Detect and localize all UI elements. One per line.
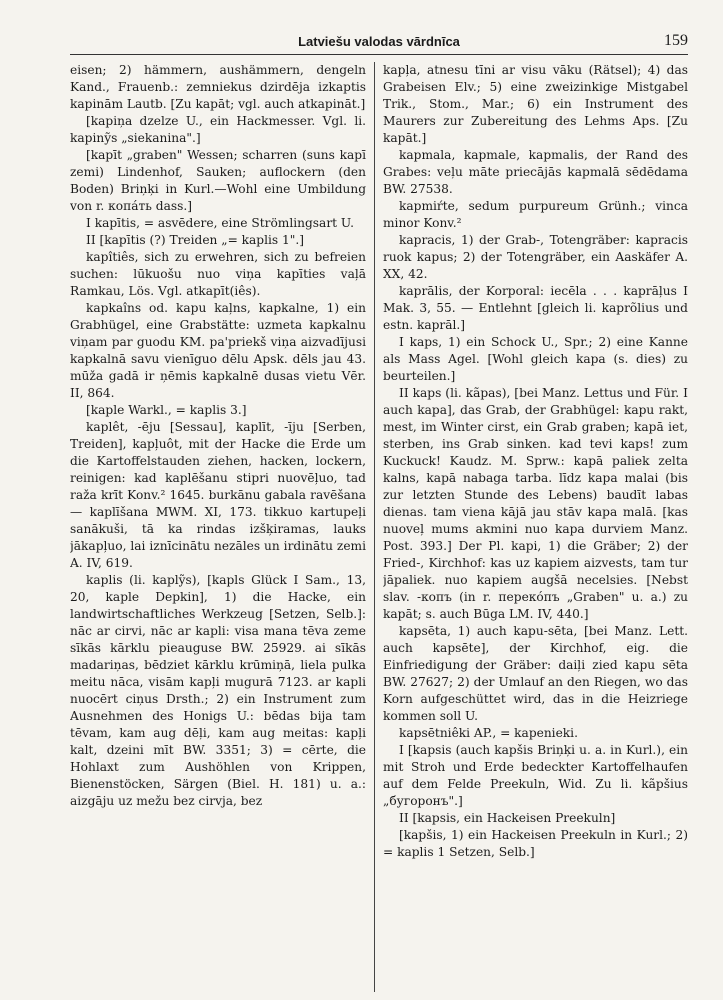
entry: [kapiņa dzelze U., ein Hackmesser. Vgl. li. kapinỹs „siekanina".] [70, 114, 366, 145]
entry: kapîtiês, sich zu erwehren, sich zu befreien suchen: lūkuošu nuo viņa kapīties vaļā Ramkau, Lös. Vgl. atkapīt(iês). [70, 250, 366, 298]
entry: kaprālis, der Korporal: iecēla . . . kaprāļus I Mak. 3, 55. — Entlehnt [gleich li. kaprõlius und estn. kaprāl.] [383, 284, 688, 332]
entry: kapsēta, 1) auch kapu-sēta, [bei Manz. Lett. auch kapsēte], der Kirchhof, eig. die Einfriedigung der Gräber: daiļi zied kapu sēta BW. 27627; 2) der Umlauf an den Riegen, wo das Korn aufgeschüttet wird, das in die Heizriege kommen soll U. [383, 624, 688, 723]
entry: eisen; 2) hämmern, aushämmern, dengeln Kand., Frauenb.: zemniekus dzirdēja izkaptis kapinām Lautb. [Zu kapāt; vgl. auch atkapināt.] [70, 63, 366, 111]
entry: II [kapītis (?) Treiden „= kaplis 1".] [86, 233, 305, 247]
page-number: 159 [664, 32, 688, 49]
entry: II [kapsis, ein Hackeisen Preekuln] [399, 811, 616, 825]
entry: kapļa, atnesu tīni ar visu vāku (Rätsel); 4) das Grabeisen Elv.; 5) eine zweizinkige Mistgabel Trik., Stom., Mar.; 6) ein Instrument des Maurers zur Zubereitung des Lehms Aps. [Zu kapāt.] [383, 63, 688, 145]
entry: [kapšis, 1) ein Hackeisen Preekuln in Kurl.; 2) = kaplis 1 Setzen, Selb.] [383, 828, 688, 859]
entry: I [kapsis (auch kapšis Briņķi u. a. in Kurl.), ein mit Stroh und Erde bedeckter Kartoffelhaufen auf dem Felde Preekuln, Wid. Zu li. kãpšius „бугоронъ".] [383, 743, 688, 808]
entry: kaplêt, -ēju [Sessau], kaplīt, -īju [Serben, Treiden], kapļuôt, mit der Hacke die Erde um die Kartoffelstauden ziehen, hacken, lockern, reinigen: kad kaplēšanu stipri nuovēļuo, tad raža krīt Konv.² 1645. burkānu gabala ravēšana — kaplīšana MWM. XI, 173. tikkuo kartupeļi sanākuši, tā ka rindas izšķiramas, lauks jākapļuo, lai iznīcinātu nezāles un irdinātu zemi A. IV, 619. [70, 420, 366, 570]
entry: kapmiŕte, sedum purpureum Grünh.; vinca minor Konv.² [383, 199, 688, 230]
entry: [kapīt „graben" Wessen; scharren (suns kapī zemi) Lindenhof, Sauken; auflockern (den Boden) Briņķi in Kurl.—Wohl eine Umbildung von r. копáть dass.] [70, 148, 366, 213]
running-title: Latviešu valodas vārdnīca [298, 34, 460, 49]
entry: kapkaîns od. kapu kaļns, kapkalne, 1) ein Grabhügel, eine Grabstätte: uzmeta kapkalnu viņam par guodu KM. pa'priekš viņa aizvadījusi kapkalnā savu vienīguo dēlu Apsk. dēls jau 43. mūža gadā ir ņēmis kapkalnē dusas vietu Vēr. II, 864. [70, 301, 366, 400]
entry: II kaps (li. kãpas), [bei Manz. Lettus und Für. I auch kapa], das Grab, der Grabhügel: kapu rakt, mest, im Winter cirst, ein Grab graben; kapā iet, sterben, ins Grab sinken. kad tevi kaps! zum Kuckuck! Kaudz. M. Sprw.: kapā paliek zelta kalns, kapā nabaga tarba. līdz kapa malai (bis zur letzten Stunde des Lebens) baudīt labas dienas. tam viena kājā jau stāv kapa malā. [kas nuoveļ mums akmini nuo kapa durviem Manz. Post. 393.] Der Pl. kapi, 1) die Gräber; 2) der Fried-, Kirchhof: kas uz kapiem aizvests, tam tur jāpaliek. nuo kapiem augšā necelsies. [Nebst slav. -копъ (in r. перекóпъ „Graben" u. a.) zu kapāt; s. auch Būga LM. IV, 440.] [383, 386, 688, 621]
right-column [383, 62, 688, 992]
entry: I kaps, 1) ein Schock U., Spr.; 2) eine Kanne als Mass Agel. [Wohl gleich kapa (s. dies) zu beurteilen.] [383, 335, 688, 383]
left-column [70, 62, 366, 992]
column-divider [374, 62, 375, 992]
entry: kapmala, kapmale, kapmalis, der Rand des Grabes: veļu māte priecājās kapmalā sēdēdama BW. 27538. [383, 148, 688, 196]
entry: kapsētniêki AP., = kapenieki. [399, 726, 578, 740]
entry: I kapītis, = asvēdere, eine Strömlingsart U. [86, 216, 354, 230]
entry: kapracis, 1) der Grab-, Totengräber: kapracis ruok kapus; 2) der Totengräber, ein Aaskäfer A. XX, 42. [383, 233, 688, 281]
page-header [70, 30, 688, 55]
entry: [kaple Warkl., = kaplis 3.] [86, 403, 247, 417]
entry: kaplis (li. kaplỹs), [kapls Glück I Sam., 13, 20, kaple Depkin], 1) die Hacke, ein landwirtschaftliches Werkzeug [Setzen, Selb.]: nāc ar cirvi, nāc ar kapli: visa mana tēva zeme sīkās kārklu pieauguse BW. 25929. ai sīkās madariņas, bēdziet kārklu krūmiņā, liela pulka meitu nāca, visām kapļi mugurā 7123. ar kapli nuocērt ciņus Drsth.; 2) ein Instrument zum Ausnehmen des Honigs U.: bēdas bija tam tēvam, kam aug dēļi, kam aug meitas: kapļi kalt, dzeini mīt BW. 3351; 3) = cērte, die Hohlaxt zum Aushöhlen von Krippen, Bienenstöcken, Särgen (Biel. H. 181) u. a.: aizgāju uz mežu bez cirvja, bez [70, 573, 366, 808]
